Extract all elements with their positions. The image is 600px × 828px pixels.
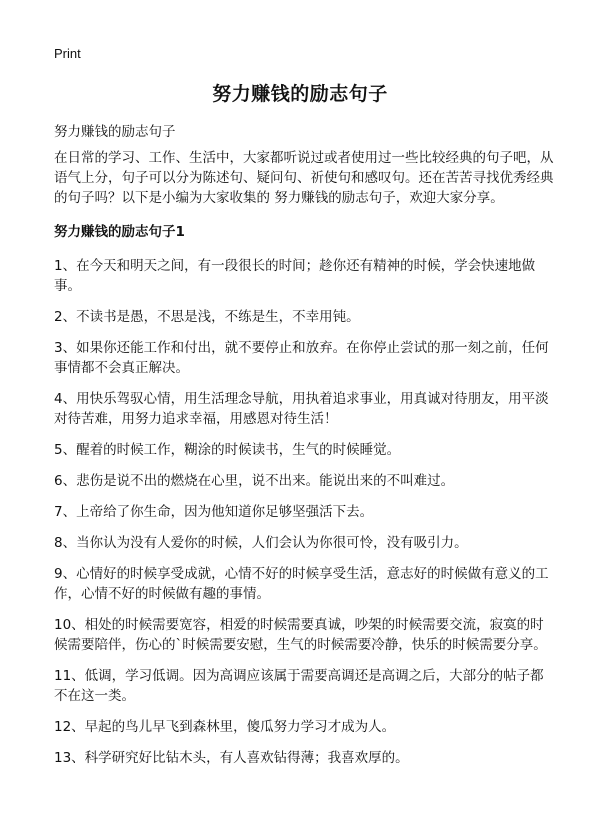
list-item: 6、悲伤是说不出的燃烧在心里，说不出来。能说出来的不叫难过。 (54, 473, 455, 489)
print-link[interactable]: Print (54, 46, 81, 61)
list-item: 4、用快乐驾驭心情，用生活理念导航，用执着追求事业，用真诚对待朋友，用平淡对待苦难，用努力追求幸福，用感恩对待生活！ (54, 391, 549, 427)
list-item: 1、在今天和明天之间，有一段很长的时间；趁你还有精神的时候，学会快速地做事。 (54, 258, 536, 294)
section-heading: 努力赚钱的励志句子1 (54, 224, 185, 240)
page-subtitle: 努力赚钱的励志句子 (54, 124, 176, 140)
list-item: 10、相处的时候需要宽容，相爱的时候需要真诚，吵架的时候需要交流，寂寞的时候需要陪伴，伤心的`时候需要安慰，生气的时候需要冷静，快乐的时候需要分享。 (54, 617, 547, 653)
list-item: 8、当你认为没有人爱你的时候，人们会认为你很可怜，没有吸引力。 (54, 535, 468, 551)
intro-paragraph: 在日常的学习、工作、生活中，大家都听说过或者使用过一些比较经典的句子吧，从语气上分，句子可以分为陈述句、疑问句、祈使句和感叹句。还在苦苦寻找优秀经典的句子吗？以下是小编为大家收集的 努力赚钱的励志句子，欢迎大家分享。 (54, 150, 554, 206)
list-item: 13、科学研究好比钻木头，有人喜欢钻得薄；我喜欢厚的。 (54, 750, 409, 766)
list-item: 11、低调，学习低调。因为高调应该属于需要高调还是高调之后，大部分的帖子都不在这一类。 (54, 668, 544, 704)
list-item: 2、不读书是愚，不思是浅，不练是生，不幸用钝。 (54, 309, 360, 325)
article-body (54, 148, 554, 779)
list-item: 3、如果你还能工作和付出，就不要停止和放弃。在你停止尝试的那一刻之前，任何事情都不会真正解决。 (54, 340, 549, 376)
list-item: 9、心情好的时候享受成就，心情不好的时候享受生活，意志好的时候做有意义的工作，心情不好的时候做有趣的事情。 (54, 566, 549, 602)
list-item: 12、早起的鸟儿早飞到森林里，傻瓜努力学习才成为人。 (54, 719, 396, 735)
list-item: 5、醒着的时候工作，糊涂的时候读书，生气的时候睡觉。 (54, 442, 401, 458)
page-title: 努力赚钱的励志句子 (212, 83, 388, 105)
list-item: 7、上帝给了你生命，因为他知道你足够坚强活下去。 (54, 504, 374, 520)
